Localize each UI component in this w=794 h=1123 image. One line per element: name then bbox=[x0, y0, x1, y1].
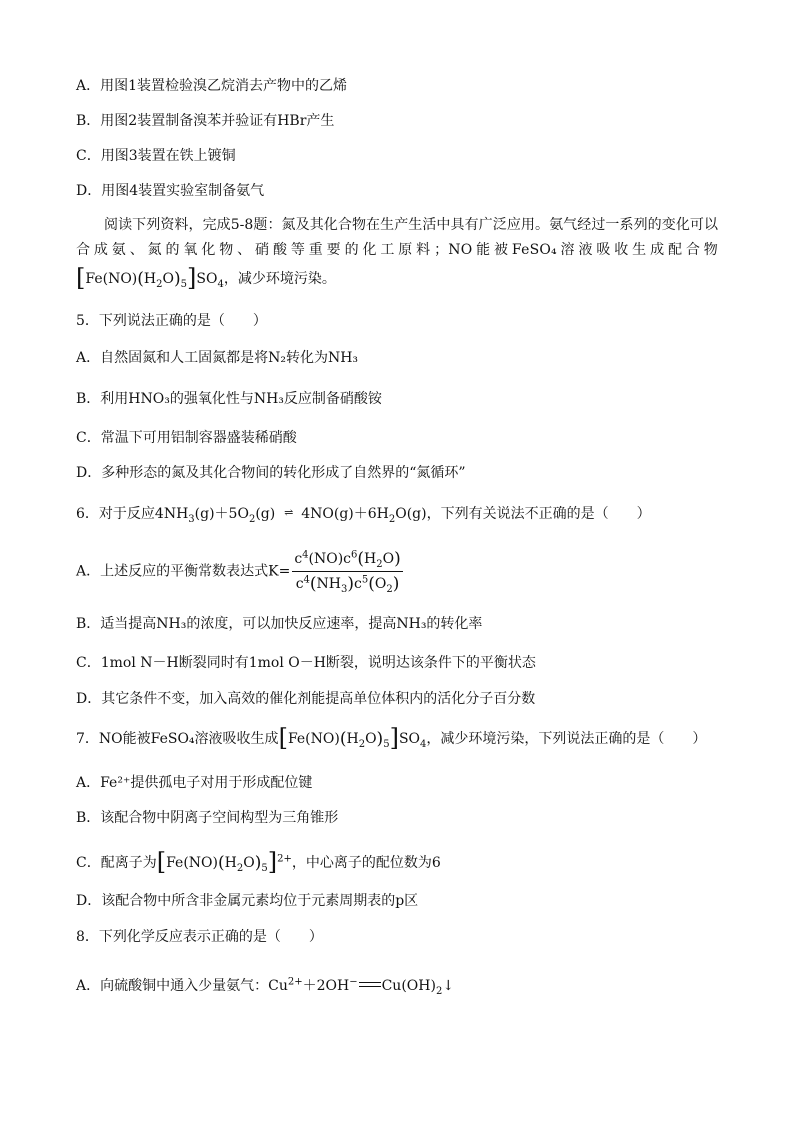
q7-option-c bbox=[76, 848, 441, 876]
q6-option-b: B．适当提高NH₃的浓度，可以加快反应速率，提高NH₃的转化率 bbox=[76, 616, 483, 632]
ionic-equation: $Cu^{2+}+2OH^-$ $Cu(OH)_2↓$ bbox=[268, 976, 455, 997]
q7-option-c-suffix: ，中心离子的配位数为6 bbox=[291, 855, 441, 871]
q7-option-b: B．该配合物中阴离子空间构型为三角锥形 bbox=[76, 810, 339, 826]
equals-sign-icon bbox=[359, 982, 381, 987]
q6-reaction-equation: $4NH_3(g)+5O_2(g)$ ⇌ $4NO(g)+6H_2O(g)$ bbox=[155, 506, 427, 522]
q6-option-c: C．1mol N－H断裂同时有1mol O－H断裂，说明达该条件下的平衡状态 bbox=[76, 655, 536, 671]
equilibrium-arrow-icon: ⇌ bbox=[284, 506, 293, 519]
q6-stem-suffix: ，下列有关说法不正确的是（ ） bbox=[426, 506, 651, 522]
q4-option-d: D．用图4装置实验室制备氨气 bbox=[76, 183, 265, 199]
reading-passage-tail: ，减少环境污染。 bbox=[223, 271, 336, 287]
q7-stem bbox=[76, 724, 707, 752]
q7-stem-suffix: ，减少环境污染，下列说法正确的是（ ） bbox=[426, 731, 707, 747]
complex-formula: $[Fe(NO)(H_2O)_5]SO_4$ bbox=[76, 264, 224, 292]
q8-stem: 8．下列化学反应表示正确的是（ ） bbox=[76, 929, 323, 945]
q6-stem-prefix: 6．对于反应 bbox=[76, 506, 155, 522]
q5-option-c: C．常温下可用铝制容器盛装稀硝酸 bbox=[76, 430, 297, 446]
q5-option-d: D．多种形态的氮及其化合物间的转化形成了自然界的“氮循环” bbox=[76, 465, 466, 481]
q4-option-b: B．用图2装置制备溴苯并验证有HBr产生 bbox=[76, 113, 335, 129]
q7-option-c-prefix: C．配离子为 bbox=[76, 855, 157, 871]
complex-formula: $[Fe(NO)(H_2O)_5]SO_4$ bbox=[278, 724, 427, 752]
complex-ion-formula: $[Fe(NO)(H_2O)_5]^{2+}$ bbox=[156, 848, 292, 876]
q7-option-d: D．该配合物中所含非金属元素均位于元素周期表的p区 bbox=[76, 893, 419, 909]
q5-option-a: A．自然固氮和人工固氮都是将N₂转化为NH₃ bbox=[76, 350, 359, 366]
q5-option-b: B．利用HNO₃的强氧化性与NH₃反应制备硝酸铵 bbox=[76, 391, 382, 407]
q7-stem-prefix: 7．NO能被FeSO₄溶液吸收生成 bbox=[76, 731, 279, 747]
reading-passage-line-1: 阅读下列资料，完成5-8题：氮及其化合物在生产生活中具有广泛应用。氨气经过一系列的变化可以 bbox=[104, 217, 718, 233]
q4-option-a: A．用图1装置检验溴乙烷消去产物中的乙烯 bbox=[76, 78, 348, 94]
q6-stem bbox=[76, 503, 651, 524]
q6-option-a-text: A．上述反应的平衡常数表达式K= bbox=[76, 563, 291, 580]
q7-option-a: A．Fe²⁺提供孤电子对用于形成配位键 bbox=[76, 775, 313, 791]
q4-option-c: C．用图3装置在铁上镀铜 bbox=[76, 148, 236, 164]
reading-passage-line-3 bbox=[76, 264, 336, 292]
q5-stem: 5．下列说法正确的是（ ） bbox=[76, 313, 267, 329]
q8-option-a bbox=[76, 976, 454, 996]
q6-option-d: D．其它条件不变，加入高效的催化剂能提高单位体积内的活化分子百分数 bbox=[76, 691, 536, 707]
q6-option-a bbox=[76, 548, 403, 595]
equilibrium-constant-fraction: $\frac{c^4(NO)c^6(H_2O)}{c^4(NH_3)c^5(O_2)}$ bbox=[294, 549, 401, 595]
q8-option-a-prefix: A．向硫酸铜中通入少量氨气： bbox=[76, 978, 269, 994]
reading-passage-line-2: 合成氨、氮的氧化物、硝酸等重要的化工原料；NO能被FeSO₄溶液吸收生成配合物 bbox=[76, 242, 718, 258]
